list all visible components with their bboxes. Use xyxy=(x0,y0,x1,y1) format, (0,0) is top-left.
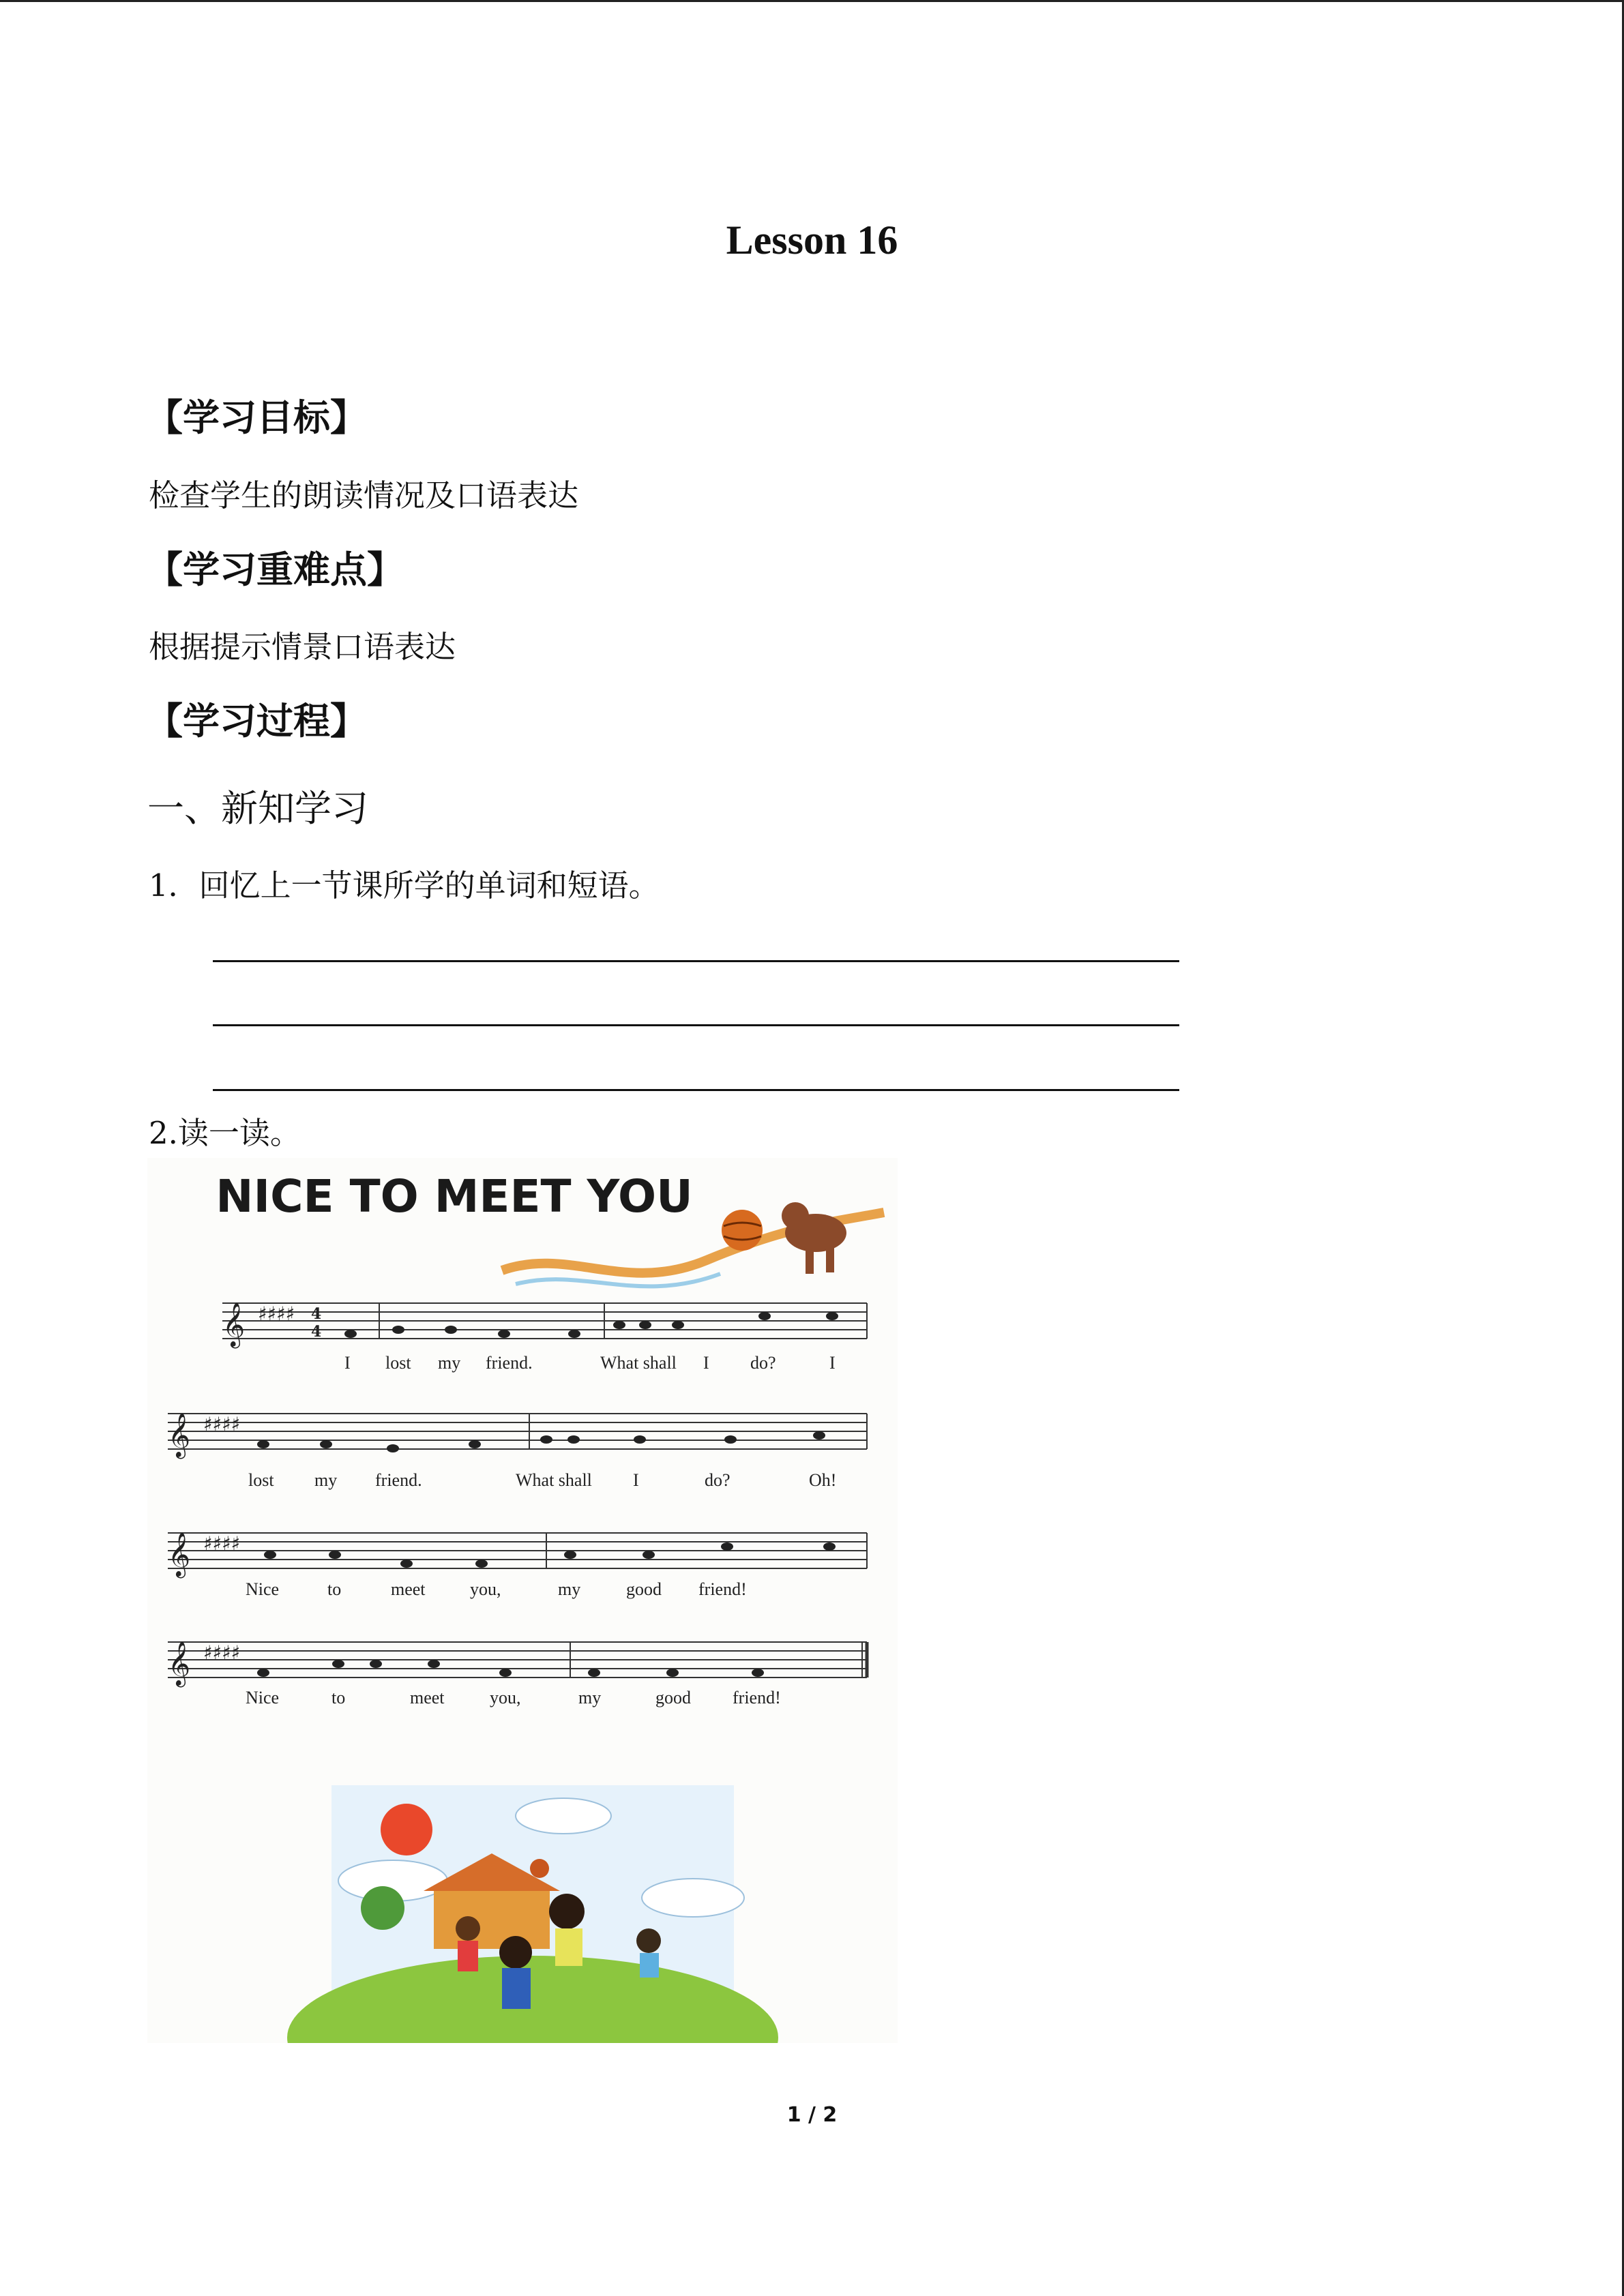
lyric-word: meet xyxy=(391,1579,426,1599)
key-points-heading: 【学习重难点】 xyxy=(146,548,404,591)
staff-3 xyxy=(168,1533,867,1568)
lyric-word: do? xyxy=(705,1470,730,1490)
lyric-word: my xyxy=(558,1579,581,1599)
svg-text:4: 4 xyxy=(311,1323,322,1341)
lyric-word: my xyxy=(578,1688,602,1708)
svg-text:4: 4 xyxy=(311,1305,322,1323)
lyric-word: you, xyxy=(470,1579,501,1599)
svg-text:♯♯♯♯: ♯♯♯♯ xyxy=(203,1532,241,1555)
lyric-word: Nice xyxy=(246,1688,280,1708)
answer-line-2[interactable] xyxy=(213,1024,1179,1026)
part1-heading: 一、新知学习 xyxy=(147,787,368,830)
staff-2 xyxy=(168,1414,867,1449)
notes-line-1 xyxy=(344,1312,838,1338)
page-number: 1 / 2 xyxy=(786,2103,838,2127)
notes-line-3 xyxy=(264,1542,836,1568)
lyric-word: What shall xyxy=(516,1470,592,1490)
goal-heading: 【学习目标】 xyxy=(146,396,367,439)
dog-icon xyxy=(782,1202,846,1274)
song-title: NICE TO MEET YOU xyxy=(216,1170,693,1223)
basketball-icon xyxy=(530,1859,549,1878)
lyric-word: good xyxy=(626,1579,662,1599)
lyric-word: good xyxy=(655,1688,691,1708)
svg-text:♯♯♯♯: ♯♯♯♯ xyxy=(203,1641,241,1664)
ball-icon xyxy=(722,1210,763,1251)
lyric-word: to xyxy=(331,1688,346,1708)
svg-text:𝄞: 𝄞 xyxy=(168,1532,191,1577)
lyric-word: lost xyxy=(248,1470,274,1490)
page-title: Lesson 16 xyxy=(726,218,898,263)
song-sheet-image xyxy=(147,1158,898,2043)
svg-text:𝄞: 𝄞 xyxy=(168,1413,191,1457)
answer-line-3[interactable] xyxy=(213,1089,1179,1091)
lyric-word: I xyxy=(829,1353,836,1373)
goal-text: 检查学生的朗读情况及口语表达 xyxy=(149,477,579,513)
lyric-word: do? xyxy=(750,1353,776,1373)
page-top-border xyxy=(0,0,1624,2)
process-heading: 【学习过程】 xyxy=(146,699,367,743)
lyric-word: I xyxy=(344,1353,351,1373)
kids-playing-illustration xyxy=(287,1785,778,2043)
lyric-word: I xyxy=(703,1353,709,1373)
lyric-word: Oh! xyxy=(809,1470,837,1490)
question-1: 1．回忆上一节课所学的单词和短语。 xyxy=(149,867,660,904)
lyric-word: you, xyxy=(490,1688,521,1708)
lyric-word: I xyxy=(633,1470,639,1490)
key-points-text: 根据提示情景口语表达 xyxy=(149,629,456,665)
lyric-word: meet xyxy=(410,1688,445,1708)
lyric-word: my xyxy=(314,1470,338,1490)
answer-line-1[interactable] xyxy=(213,960,1179,962)
svg-text:𝄞: 𝄞 xyxy=(168,1641,191,1686)
lyric-word: friend! xyxy=(733,1688,781,1708)
svg-text:𝄞: 𝄞 xyxy=(222,1302,246,1347)
lyric-word: to xyxy=(327,1579,342,1599)
lyric-word: friend. xyxy=(375,1470,422,1490)
lyric-word: lost xyxy=(385,1353,411,1373)
lyric-word: friend. xyxy=(486,1353,533,1373)
song-illustration xyxy=(147,1158,898,2043)
lyric-word: my xyxy=(438,1353,461,1373)
lyric-word: Nice xyxy=(246,1579,280,1599)
lyric-word: What shall xyxy=(600,1353,677,1373)
svg-text:♯♯♯♯: ♯♯♯♯ xyxy=(203,1413,241,1435)
sun-icon xyxy=(381,1804,432,1855)
svg-text:♯♯♯♯: ♯♯♯♯ xyxy=(258,1302,295,1325)
lyric-word: friend! xyxy=(698,1579,747,1599)
question-2: 2.读一读。 xyxy=(149,1115,301,1151)
